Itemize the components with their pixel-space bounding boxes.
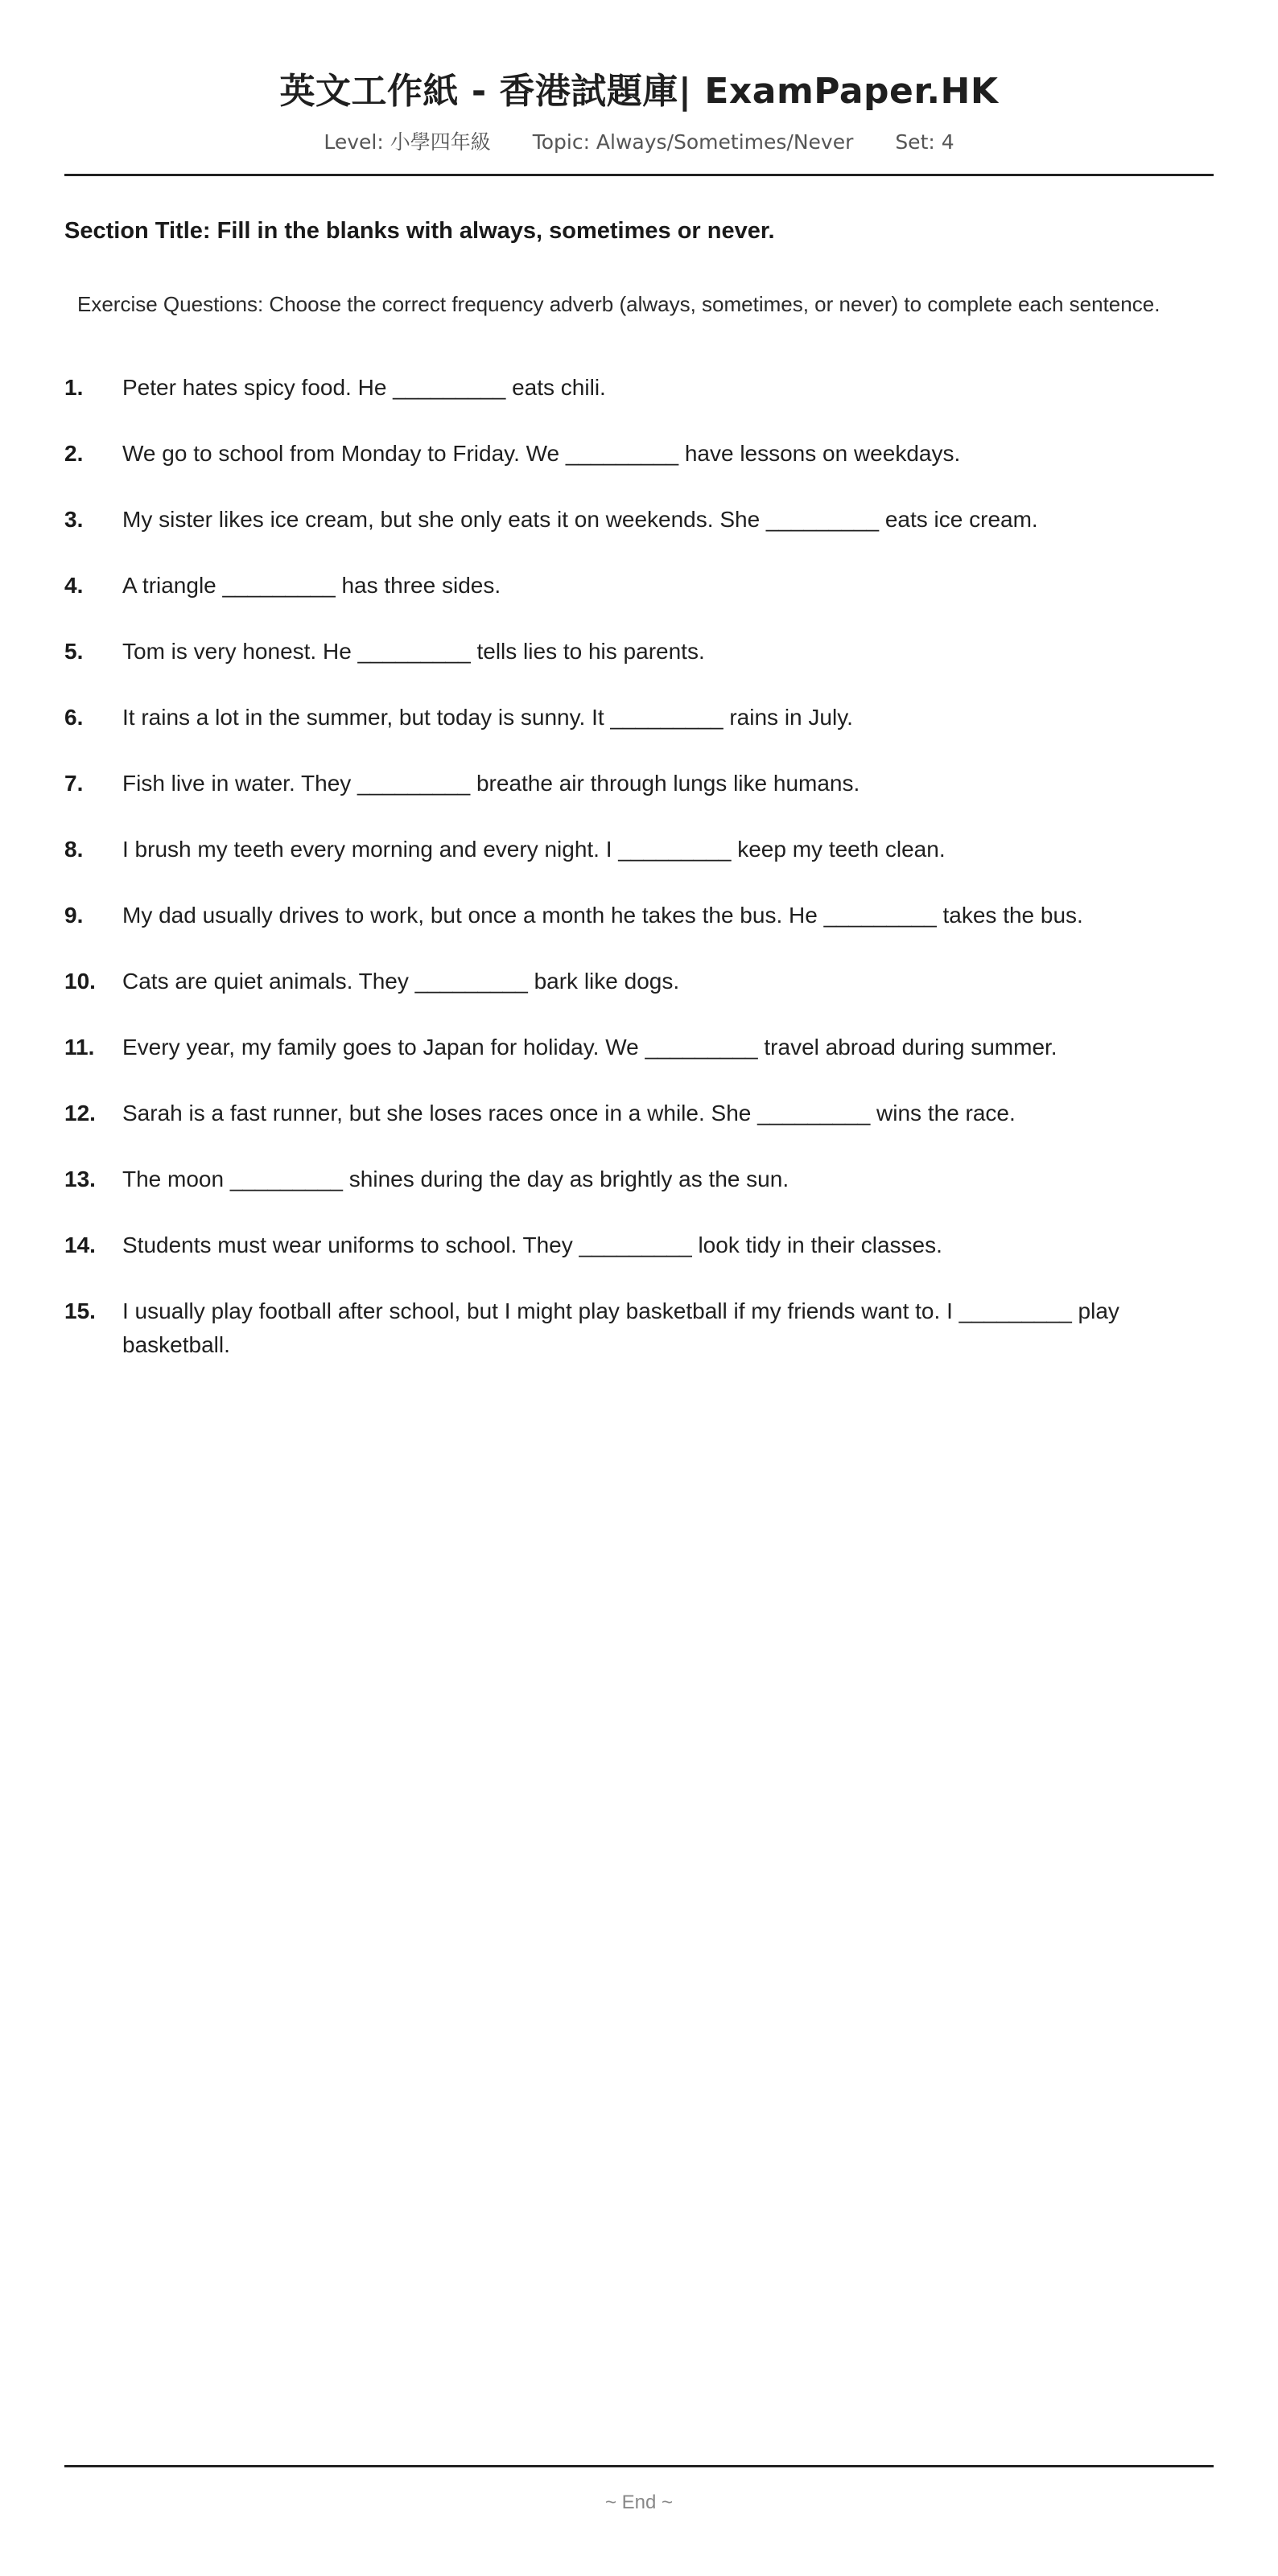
worksheet-page	[64, 0, 1214, 2576]
question-number: 9.	[64, 903, 84, 928]
question-number: 4.	[64, 573, 84, 598]
question-text: Every year, my family goes to Japan for holiday. We _________ travel abroad during summer.	[122, 1035, 1057, 1060]
question-number: 14.	[64, 1232, 96, 1257]
question-item	[64, 701, 1214, 735]
exercise-instructions: Exercise Questions: Choose the correct frequency adverb (always, sometimes, or never) to complete each sentence.	[77, 292, 1161, 316]
question-number: 8.	[64, 837, 84, 862]
question-text: The moon _________ shines during the day as brightly as the sun.	[122, 1167, 789, 1191]
question-text: Cats are quiet animals. They _________ bark like dogs.	[122, 969, 680, 994]
question-number: 15.	[64, 1298, 96, 1323]
topic-label: Topic: Always/Sometimes/Never	[532, 130, 854, 154]
question-item	[64, 1031, 1214, 1064]
question-text: A triangle _________ has three sides.	[122, 573, 501, 598]
question-item	[64, 1097, 1214, 1130]
question-text: My dad usually drives to work, but once a month he takes the bus. He _________ takes the bus.	[122, 903, 1083, 928]
question-text: Fish live in water. They _________ breathe air through lungs like humans.	[122, 771, 860, 796]
worksheet-header	[64, 0, 1214, 156]
header-divider	[64, 174, 1214, 176]
question-text: Tom is very honest. He _________ tells lies to his parents.	[122, 639, 705, 664]
question-number: 3.	[64, 507, 84, 532]
end-marker: ~ End ~	[604, 2492, 674, 2513]
question-number: 12.	[64, 1101, 96, 1125]
question-number: 6.	[64, 705, 84, 730]
worksheet-meta	[64, 129, 1214, 156]
question-item	[64, 833, 1214, 866]
question-item	[64, 1162, 1214, 1196]
question-text: We go to school from Monday to Friday. We _________ have lessons on weekdays.	[122, 441, 961, 466]
question-item	[64, 635, 1214, 669]
question-number: 13.	[64, 1167, 96, 1191]
question-item	[64, 965, 1214, 998]
question-text: My sister likes ice cream, but she only eats it on weekends. She _________ eats ice cream.	[122, 507, 1038, 532]
question-item	[64, 1294, 1214, 1362]
question-number: 7.	[64, 771, 84, 796]
question-number: 2.	[64, 441, 84, 466]
level-label: Level: 小學四年級	[324, 130, 491, 154]
question-text: It rains a lot in the summer, but today is sunny. It _________ rains in July.	[122, 705, 853, 730]
question-item	[64, 437, 1214, 471]
question-text: Students must wear uniforms to school. They _________ look tidy in their classes.	[122, 1232, 942, 1257]
question-text: Sarah is a fast runner, but she loses races once in a while. She _________ wins the race.	[122, 1101, 1016, 1125]
question-item	[64, 503, 1214, 537]
question-number: 5.	[64, 639, 84, 664]
question-item	[64, 371, 1214, 405]
worksheet-title: 英文工作紙 - 香港試題庫| ExamPaper.HK	[279, 71, 999, 112]
section-title: Section Title: Fill in the blanks with always, sometimes or never.	[64, 218, 775, 244]
question-item	[64, 767, 1214, 800]
footer-divider	[64, 2465, 1214, 2467]
question-number: 11.	[64, 1035, 95, 1060]
question-item	[64, 1228, 1214, 1262]
question-text: I brush my teeth every morning and every night. I _________ keep my teeth clean.	[122, 837, 946, 862]
question-number: 10.	[64, 969, 96, 994]
question-item	[64, 899, 1214, 932]
question-text: I usually play football after school, but I might play basketball if my friends want to. I _________ play basketball.	[122, 1298, 1119, 1357]
set-label: Set: 4	[895, 130, 954, 154]
question-text: Peter hates spicy food. He _________ eats chili.	[122, 375, 606, 400]
question-item	[64, 569, 1214, 603]
question-number: 1.	[64, 375, 84, 400]
question-list	[64, 371, 1214, 1362]
